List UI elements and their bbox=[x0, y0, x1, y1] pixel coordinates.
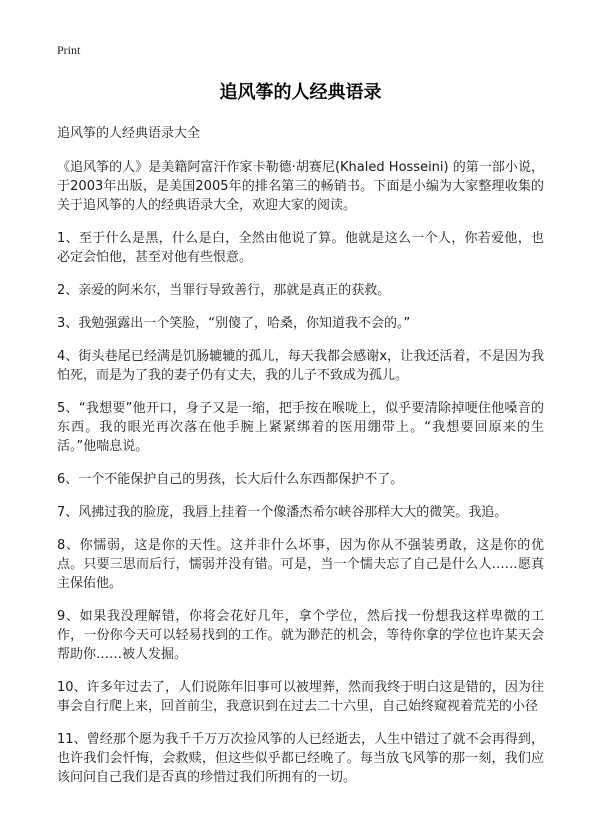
quote-paragraph: 1、至于什么是黑，什么是白，全然由他说了算。他就是这么一个人，你若爱他，也必定会怕他，甚至对他有些恨意。 bbox=[57, 231, 544, 265]
subtitle: 追风筝的人经典语录大全 bbox=[57, 126, 201, 141]
quote-paragraph: 4、街头巷尾已经满是饥肠辘辘的孤儿，每天我都会感谢x，让我还活着，不是因为我怕死，而是为了我的妻子仍有丈夫，我的儿子不致成为孤儿。 bbox=[57, 349, 544, 383]
quote-paragraph: 7、风拂过我的脸庞，我唇上挂着一个像潘杰希尔峡谷那样大大的微笑。我追。 bbox=[57, 505, 508, 520]
quote-paragraph: 6、一个不能保护自己的男孩，长大后什么东西都保护不了。 bbox=[57, 472, 404, 487]
quote-paragraph: 8、你懦弱，这是你的天性。这并非什么坏事，因为你从不强装勇敢，这是你的优点。只要三思而后行，懦弱并没有错。可是，当一个懦夫忘了自己是什么人……愿真主保佑他。 bbox=[57, 538, 544, 591]
print-link[interactable]: Print bbox=[57, 43, 81, 57]
quote-paragraph: 11、曾经那个愿为我千千万万次捡风筝的人已经逝去，人生中错过了就不会再得到，也许我们会忏悔，会救赎，但这些似乎都已经晚了。每当放飞风筝的那一刻，我们应该问问自己我们是否真的珍惜过我们所拥有的一切。 bbox=[57, 732, 544, 785]
quote-paragraph: 5、“我想要”他开口，身子又是一缩，把手按在喉咙上，似乎要清除掉哽住他嗓音的东西。我的眼光再次落在他手腕上紧紧绑着的医用绷带上。“我想要回原来的生活。”他喘息说。 bbox=[57, 401, 544, 454]
intro-paragraph: 《追风筝的人》是美籍阿富汗作家卡勒德·胡赛尼(Khaled Hosseini) 的第一部小说，于2003年出版，是美国2005年的排名第三的畅销书。下面是小编为大家整理收集的关于追风筝的人的经典语录大全，欢迎大家的阅读。 bbox=[57, 160, 544, 213]
quote-paragraph: 3、我勉强露出一个笑脸，“别傻了，哈桑，你知道我不会的。” bbox=[57, 316, 411, 331]
quote-paragraph: 9、如果我没理解错，你将会花好几年，拿个学位，然后找一份想我这样卑微的工作，一份你今天可以轻易找到的工作。就为渺茫的机会，等待你拿的学位也许某天会帮助你……被人发掘。 bbox=[57, 609, 544, 662]
page-title: 追风筝的人经典语录 bbox=[219, 82, 382, 103]
quote-paragraph: 2、亲爱的阿米尔，当罪行导致善行，那就是真正的获救。 bbox=[57, 283, 391, 298]
quote-paragraph: 10、许多年过去了，人们说陈年旧事可以被埋葬，然而我终于明白这是错的，因为往事会自行爬上来，回首前尘，我意识到在过去二十六里，自己始终窥视着荒芜的小径 bbox=[57, 680, 544, 714]
